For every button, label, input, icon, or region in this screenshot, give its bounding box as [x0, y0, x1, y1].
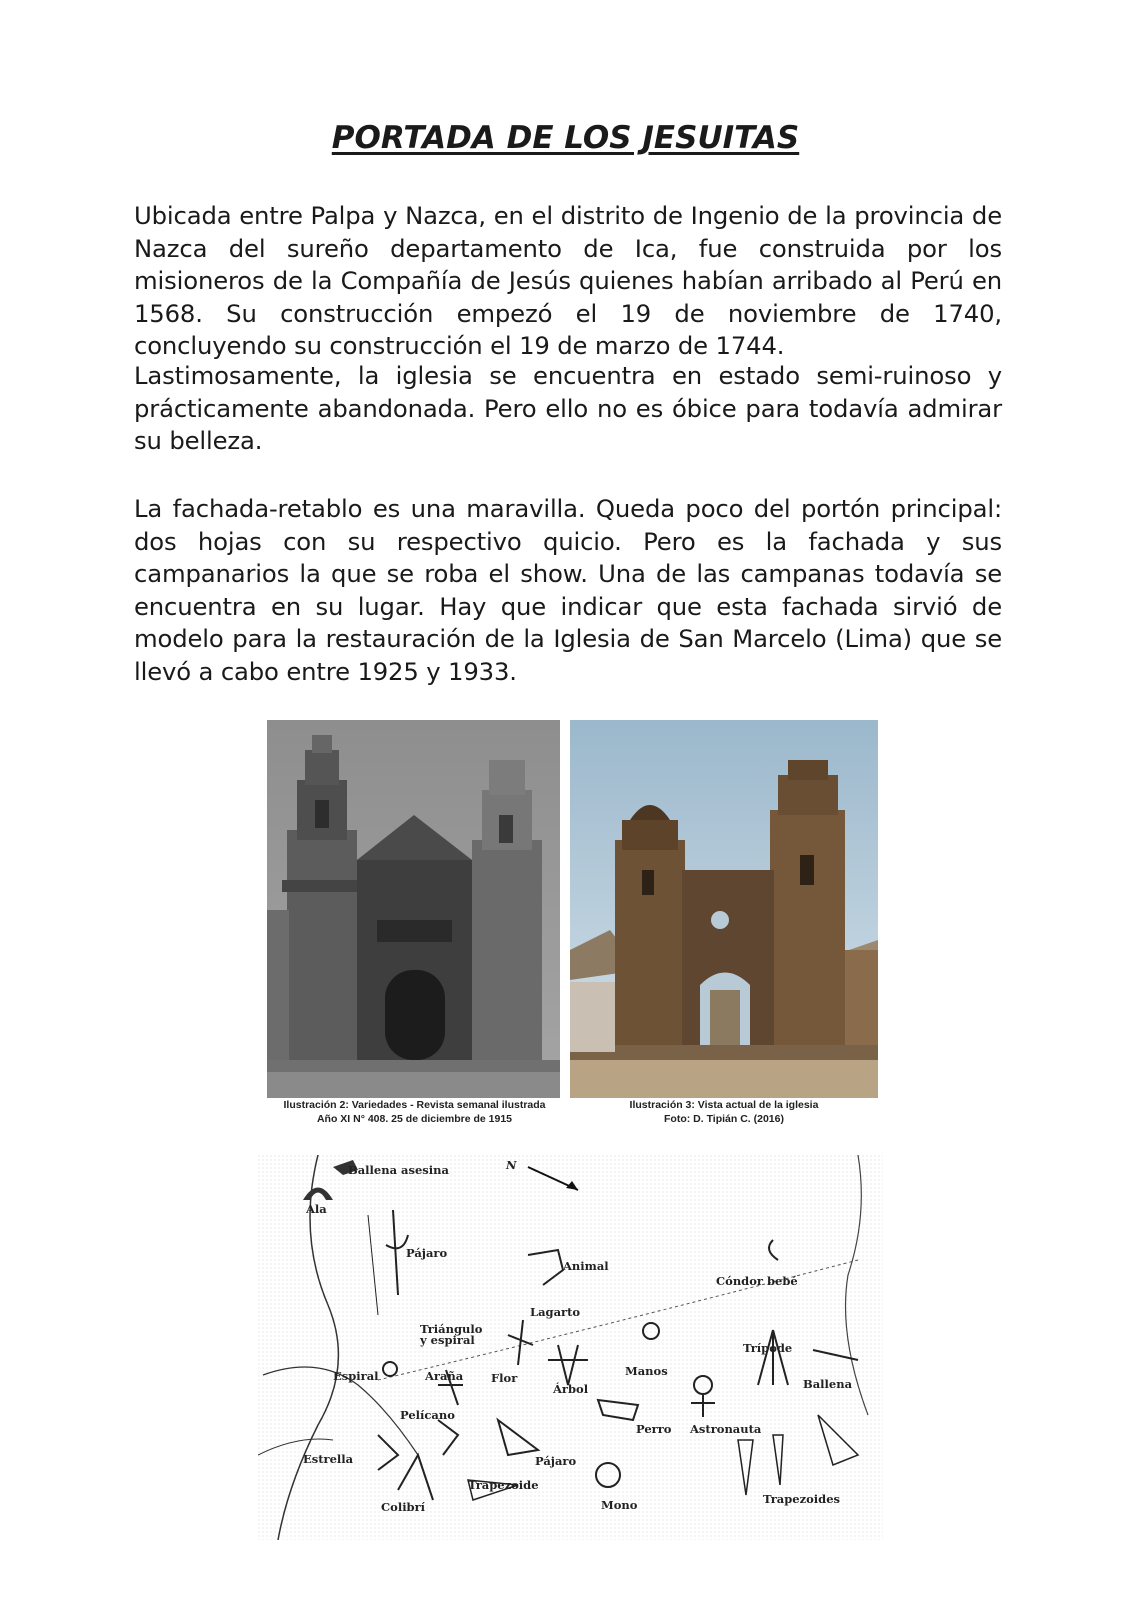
figure-caption-historic: [262, 1098, 567, 1126]
map-label: Manos: [625, 1364, 668, 1378]
paragraph-condition: Lastimosamente, la iglesia se encuentra en estado semi-ruinoso y prácticamente abandonada. Pero ello no es óbice para todavía admirar su belleza.: [134, 361, 1002, 455]
map-label: Astronauta: [690, 1422, 762, 1436]
map-label: Trípode: [743, 1341, 793, 1355]
map-label: Lagarto: [530, 1305, 581, 1319]
figure-caption-current: [565, 1098, 883, 1126]
map-label: Perro: [636, 1422, 672, 1436]
map-label: Animal: [563, 1259, 609, 1273]
map-label: Colibrí: [381, 1500, 426, 1514]
map-label: Flor: [491, 1371, 518, 1385]
map-label: Ala: [306, 1202, 327, 1216]
map-label: Trapezoide: [468, 1478, 539, 1492]
north-label: N: [506, 1158, 517, 1172]
current-church-photo: [570, 720, 878, 1098]
map-label: Árbol: [553, 1382, 589, 1396]
map-label: Mono: [601, 1498, 638, 1512]
map-label: Cóndor bebé: [716, 1274, 798, 1288]
map-label: Araña: [425, 1369, 464, 1383]
paragraph-location: Ubicada entre Palpa y Nazca, en el distrito de Ingenio de la provincia de Nazca del sureño departamento de Ica, fue construida por los misioneros de la Compañía de Jesús quienes habían arribado al Perú en 1568. Su construcción empezó el 19 de noviembre de 1740, concluyendo su construcción el 19 de marzo de 1744.: [134, 201, 1002, 360]
nazca-lines-map: [258, 1155, 883, 1540]
map-label: Estrella: [303, 1452, 354, 1466]
map-label: Ballena: [803, 1377, 853, 1391]
caption-line: Ilustración 3: Vista actual de la iglesia: [629, 1099, 819, 1111]
map-label: Pájaro: [406, 1246, 448, 1260]
map-label: Ballena asesina: [348, 1163, 449, 1177]
page-title: PORTADA DE LOS JESUITAS: [331, 120, 800, 156]
caption-line: Foto: D. Tipián C. (2016): [664, 1113, 784, 1125]
map-label: Pájaro: [535, 1454, 577, 1468]
historic-church-photo: [267, 720, 560, 1098]
map-label: Triángulo: [420, 1322, 483, 1336]
caption-line: Ilustración 2: Variedades - Revista semanal ilustrada: [283, 1099, 546, 1111]
map-label: Trapezoides: [763, 1492, 840, 1506]
map-label: Pelícano: [400, 1408, 455, 1422]
paragraph-facade: La fachada-retablo es una maravilla. Queda poco del portón principal: dos hojas con su respectivo quicio. Pero es la fachada y sus campanarios la que se roba el show. Una de las campanas todavía se encuentra en su lugar. Hay que indicar que esta fachada sirvió de modelo para la restauración de la Iglesia de San Marcelo (Lima) que se llevó a cabo entre 1925 y 1933.: [134, 494, 1002, 686]
map-label: y espiral: [420, 1333, 475, 1347]
map-label: Espiral: [333, 1369, 379, 1383]
caption-line: Año XI N° 408. 25 de diciembre de 1915: [316, 1113, 513, 1125]
